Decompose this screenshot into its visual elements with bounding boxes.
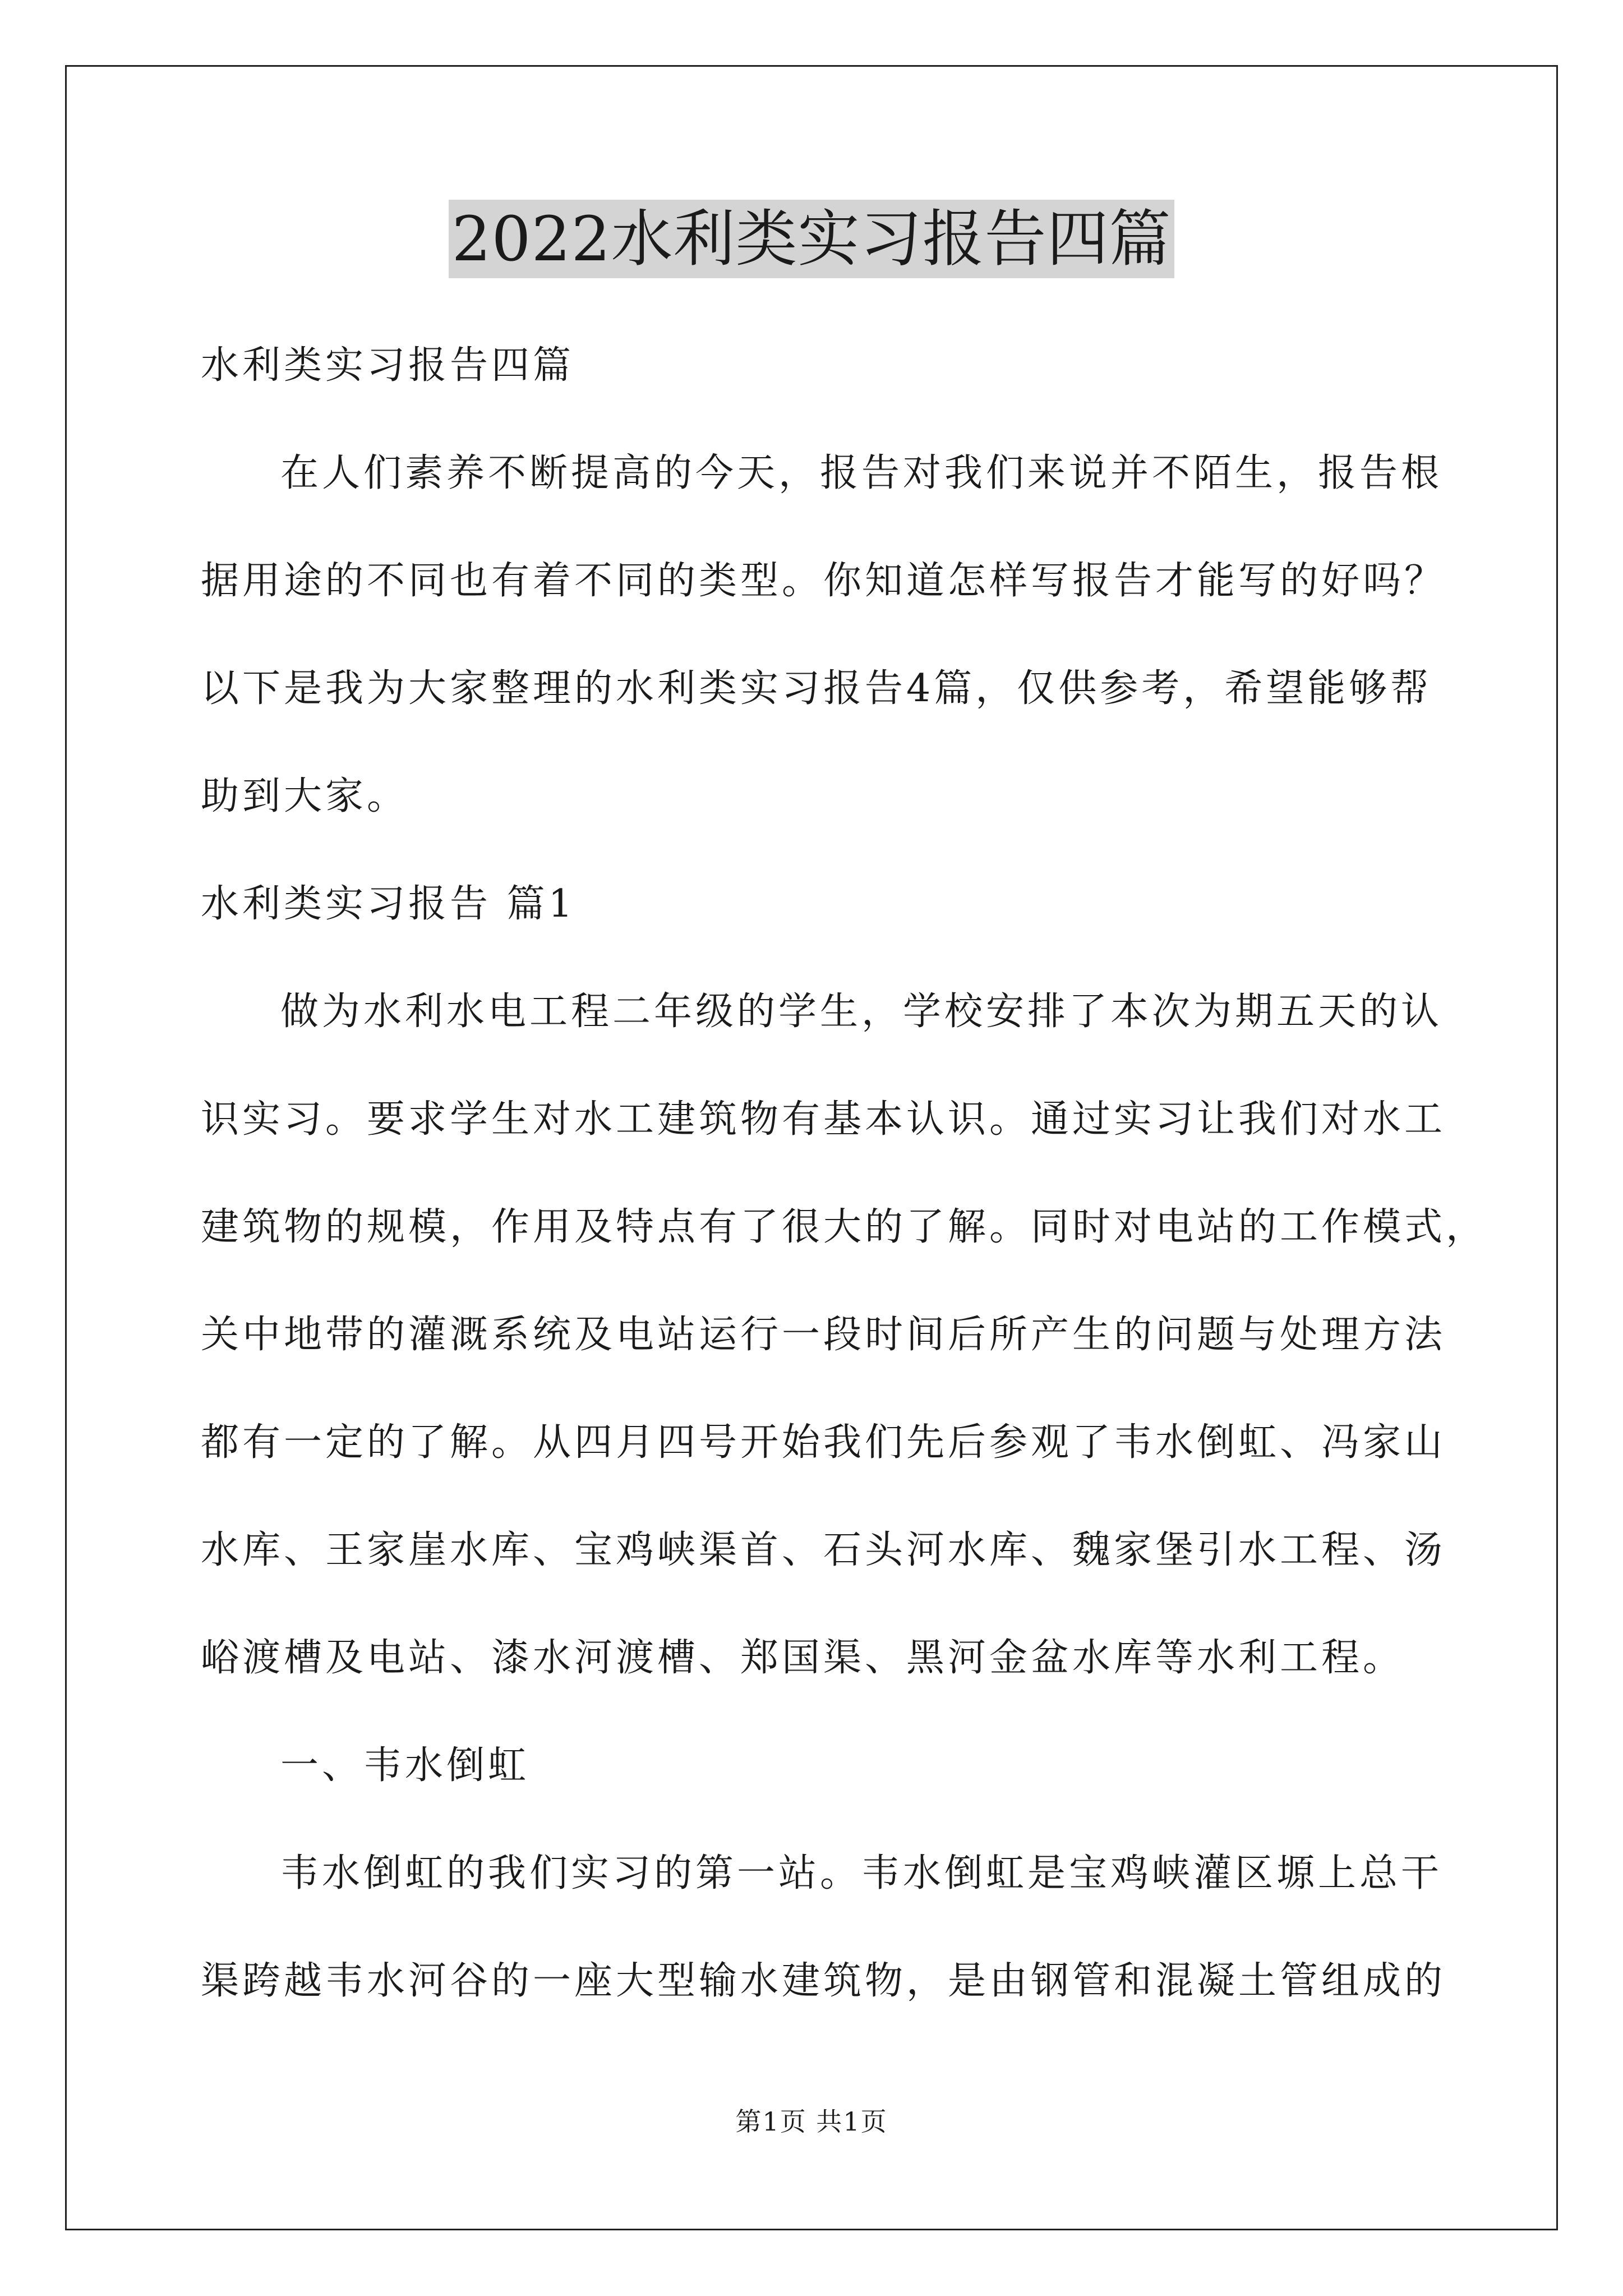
paragraph-line: 据用途的不同也有着不同的类型。你知道怎样写报告才能写的好吗？ xyxy=(201,559,1446,603)
page-footer: 第1页 共1页 xyxy=(735,2106,888,2137)
section-heading: 水利类实习报告 篇1 xyxy=(201,882,576,926)
paragraph-line: 渠跨越韦水河谷的一座大型输水建筑物，是由钢管和混凝土管组成的 xyxy=(201,1959,1446,2003)
paragraph-line: 以下是我为大家整理的水利类实习报告4篇，仅供参考，希望能够帮 xyxy=(201,666,1432,711)
paragraph-line: 识实习。要求学生对水工建筑物有基本认识。通过实习让我们对水工 xyxy=(201,1097,1446,1142)
document-body xyxy=(201,312,1488,2035)
paragraph-line: 助到大家。 xyxy=(201,774,409,818)
paragraph-line: 水利类实习报告四篇 xyxy=(201,343,575,388)
paragraph-line: 都有一定的了解。从四月四号开始我们先后参观了韦水倒虹、冯家山 xyxy=(201,1420,1446,1465)
paragraph-line: 峪渡槽及电站、漆水河渡槽、郑国渠、黑河金盆水库等水利工程。 xyxy=(201,1636,1405,1680)
paragraph-line: 在人们素养不断提高的今天，报告对我们来说并不陌生，报告根 xyxy=(280,451,1443,495)
title-container xyxy=(0,200,1623,278)
paragraph-line: 做为水利水电工程二年级的学生，学校安排了本次为期五天的认 xyxy=(280,990,1443,1034)
document-title: 2022水利类实习报告四篇 xyxy=(449,200,1175,278)
subsection-heading: 一、韦水倒虹 xyxy=(280,1743,530,1788)
paragraph-line: 关中地带的灌溉系统及电站运行一段时间后所产生的问题与处理方法 xyxy=(201,1313,1446,1357)
paragraph-line: 水库、王家崖水库、宝鸡峡渠首、石头河水库、魏家堡引水工程、汤 xyxy=(201,1528,1446,1572)
paragraph-line: 建筑物的规模，作用及特点有了很大的了解。同时对电站的工作模式， xyxy=(201,1205,1488,1249)
paragraph-line: 韦水倒虹的我们实习的第一站。韦水倒虹是宝鸡峡灌区塬上总干 xyxy=(280,1851,1443,1895)
